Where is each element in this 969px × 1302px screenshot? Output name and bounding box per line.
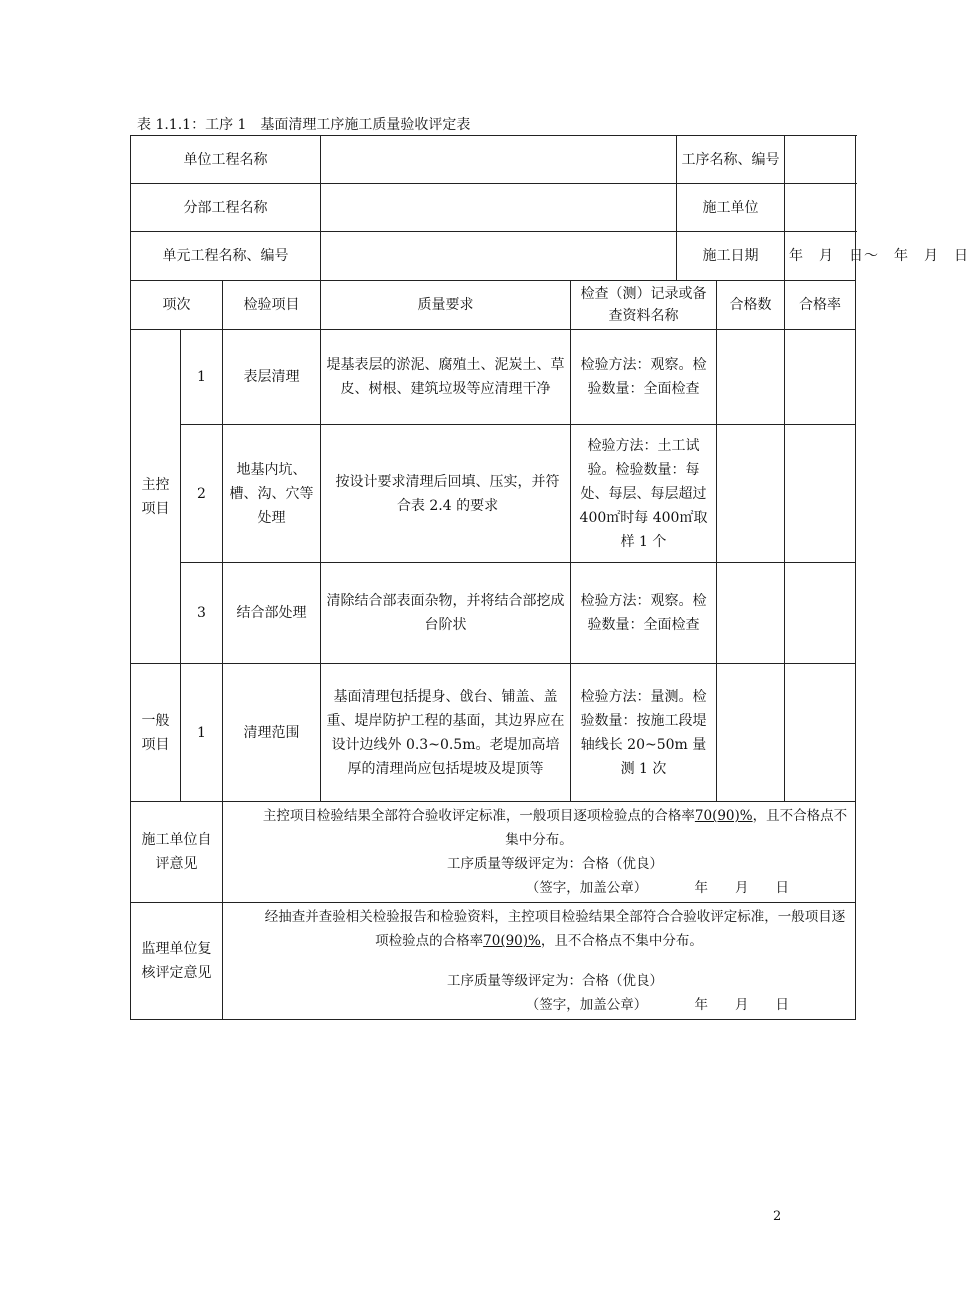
row-method: 检验方法：量测。检验数量：按施工段堤轴线长 20~50m 量测 1 次 xyxy=(571,664,717,802)
main-control-label: 主控项目 xyxy=(131,330,181,664)
row-pass-count xyxy=(717,330,785,425)
supervisor-eval-row xyxy=(131,903,856,1020)
self-eval-text-after: ，且不合格点不集中分布。 xyxy=(505,808,848,848)
row-no: 1 xyxy=(181,330,223,425)
supervisor-eval-sign-line xyxy=(227,993,851,1017)
construction-unit-label: 施工单位 xyxy=(677,184,785,232)
col-check-item: 检验项目 xyxy=(223,281,321,330)
row-pass-rate xyxy=(785,330,856,425)
page-number: 2 xyxy=(773,1209,782,1224)
header-row-1 xyxy=(131,136,856,184)
table-row xyxy=(131,563,856,664)
row-requirement: 堤基表层的淤泥、腐殖土、泥炭土、草皮、树根、建筑垃圾等应清理干净 xyxy=(321,330,571,425)
self-eval-sign: （签字，加盖公章） xyxy=(525,880,641,896)
row-requirement: 基面清理包括提身、戗台、铺盖、盖重、堤岸防护工程的基面，其边界应在设计边线外 0.3~0.5m。老堤加高培厚的清理尚应包括堤坡及堤顶等 xyxy=(321,664,571,802)
self-eval-text-before: 主控项目检验结果全部符合验收评定标准，一般项目逐项检验点的合格率 xyxy=(262,808,695,824)
sub-project-label: 分部工程名称 xyxy=(131,184,321,232)
unit-project-value xyxy=(321,136,677,184)
general-label: 一般项目 xyxy=(131,664,181,802)
row-pass-count xyxy=(717,664,785,802)
self-eval-label: 施工单位自评意见 xyxy=(131,802,223,903)
quality-evaluation-table xyxy=(130,135,969,1020)
row-item: 结合部处理 xyxy=(223,563,321,664)
construction-date-value: 年 月 日～ 年 月 日 xyxy=(785,232,856,281)
supervisor-eval-sign: （签字，加盖公章） xyxy=(525,997,641,1013)
self-eval-rate: 70(90)% xyxy=(694,808,753,824)
row-requirement: 清除结合部表面杂物，并将结合部挖成台阶状 xyxy=(321,563,571,664)
col-pass-count: 合格数 xyxy=(717,281,785,330)
col-quality-req: 质量要求 xyxy=(321,281,571,330)
row-pass-rate xyxy=(785,664,856,802)
unit-project-label: 单位工程名称 xyxy=(131,136,321,184)
self-eval-content xyxy=(223,802,856,903)
supervisor-eval-rate: 70(90)% xyxy=(483,933,541,949)
self-eval-grade: 工序质量等级评定为：合格（优良） xyxy=(447,856,663,872)
row-item: 清理范围 xyxy=(223,664,321,802)
self-eval-row xyxy=(131,802,856,903)
supervisor-eval-label: 监理单位复核评定意见 xyxy=(131,903,223,1020)
row-pass-count xyxy=(717,425,785,563)
supervisor-eval-text-after: ，且不合格点不集中分布。 xyxy=(540,933,703,949)
row-no: 2 xyxy=(181,425,223,563)
self-eval-text xyxy=(227,804,851,852)
row-pass-rate xyxy=(785,563,856,664)
column-header-row xyxy=(131,281,856,330)
row-pass-count xyxy=(717,563,785,664)
construction-unit-value xyxy=(785,184,856,232)
element-project-label: 单元工程名称、编号 xyxy=(131,232,321,281)
row-method: 检验方法：观察。检验数量：全面检查 xyxy=(571,563,717,664)
supervisor-eval-grade: 工序质量等级评定为：合格（优良） xyxy=(447,973,663,989)
element-project-value xyxy=(321,232,677,281)
row-pass-rate xyxy=(785,425,856,563)
process-value xyxy=(785,136,856,184)
self-eval-sign-line xyxy=(227,876,851,900)
row-item: 地基内坑、槽、沟、穴等处理 xyxy=(223,425,321,563)
table-row xyxy=(131,425,856,563)
table-row xyxy=(131,664,856,802)
row-no: 3 xyxy=(181,563,223,664)
self-eval-date: 年 月 日 xyxy=(694,880,789,896)
sub-project-value xyxy=(321,184,677,232)
row-no: 1 xyxy=(181,664,223,802)
row-requirement: 按设计要求清理后回填、压实，并符合表 2.4 的要求 xyxy=(321,425,571,563)
construction-date-label: 施工日期 xyxy=(677,232,785,281)
supervisor-eval-text xyxy=(227,905,851,953)
process-label: 工序名称、编号 xyxy=(677,136,785,184)
supervisor-eval-text-before: 经抽查并查验相关检验报告和检验资料，主控项目检验结果全部符合合验收评定标准，一般项目逐项检验点的合格率 xyxy=(264,909,846,949)
col-record: 检查（测）记录或备查资料名称 xyxy=(571,281,717,330)
table-caption: 表 1.1.1：工序 1 基面清理工序施工质量验收评定表 xyxy=(137,117,471,133)
table-row xyxy=(131,330,856,425)
row-item: 表层清理 xyxy=(223,330,321,425)
supervisor-eval-content xyxy=(223,903,856,1020)
supervisor-eval-date: 年 月 日 xyxy=(694,997,789,1013)
col-pass-rate: 合格率 xyxy=(785,281,856,330)
header-row-2 xyxy=(131,184,856,232)
header-row-3 xyxy=(131,232,856,281)
col-item-no: 项次 xyxy=(131,281,223,330)
row-method: 检验方法：观察。检验数量：全面检查 xyxy=(571,330,717,425)
row-method: 检验方法：土工试验。检验数量：每处、每层、每层超过 400㎡时每 400㎡取样 1 个 xyxy=(571,425,717,563)
